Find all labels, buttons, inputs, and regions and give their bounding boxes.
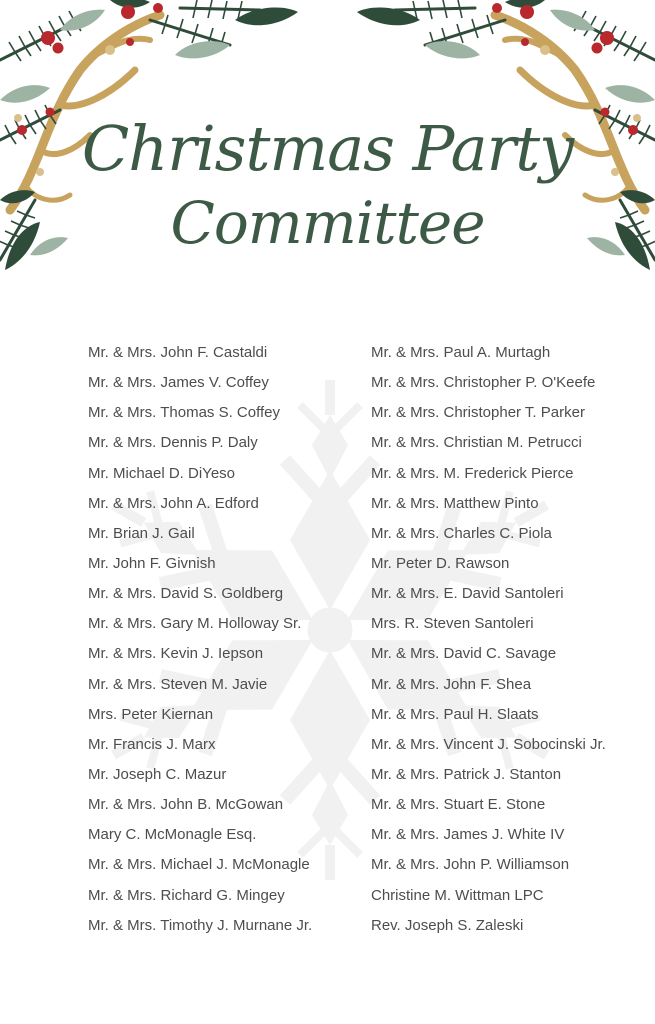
- member-name: Mr. Peter D. Rawson: [371, 554, 510, 572]
- member-name: Rev. Joseph S. Zaleski: [371, 916, 524, 934]
- member-name: Mr. Joseph C. Mazur: [88, 765, 227, 783]
- member-name: Mr. & Mrs. Christopher P. O'Keefe: [371, 374, 596, 392]
- member-name: Mr. & Mrs. Christian M. Petrucci: [371, 434, 582, 452]
- member-name: Mrs. Peter Kiernan: [88, 705, 214, 723]
- member-name: Mr. & Mrs. John B. McGowan: [88, 796, 284, 814]
- member-name: Mr. Brian J. Gail: [88, 524, 195, 542]
- member-name: Mr. & Mrs. Christopher T. Parker: [371, 404, 585, 422]
- member-name: Mr. & Mrs. Patrick J. Stanton: [371, 765, 562, 783]
- title-line-2: Committee: [170, 189, 485, 257]
- member-name: Mr. & Mrs. John F. Shea: [371, 675, 532, 693]
- title-line-1: Christmas Party: [81, 112, 574, 185]
- member-name: Mr. & Mrs. Thomas S. Coffey: [88, 404, 280, 422]
- member-name: Mr. & Mrs. Charles C. Piola: [371, 524, 552, 542]
- member-name: Mr. & Mrs. Michael J. McMonagle: [88, 856, 310, 874]
- member-list-right: [371, 342, 606, 945]
- member-name: Mr. John F. Givnish: [88, 554, 216, 572]
- member-name: Mr. & Mrs. E. David Santoleri: [371, 585, 564, 603]
- member-name: Mr. & Mrs. James J. White IV: [371, 826, 565, 844]
- member-name: Mr. & Mrs. Timothy J. Murnane Jr.: [88, 916, 313, 934]
- member-list-left: [88, 342, 312, 945]
- member-name: Mrs. R. Steven Santoleri: [371, 615, 534, 633]
- page-title: [0, 112, 655, 257]
- member-name: Mr. & Mrs. Richard G. Mingey: [88, 886, 285, 904]
- member-name: Mr. & Mrs. John A. Edford: [88, 494, 259, 512]
- member-name: Mr. & Mrs. M. Frederick Pierce: [371, 464, 574, 482]
- member-name: Mr. & Mrs. Paul A. Murtagh: [371, 344, 551, 361]
- member-name: Mr. & Mrs. David S. Goldberg: [88, 585, 284, 603]
- member-name: Mr. Michael D. DiYeso: [88, 464, 235, 482]
- member-name: Mr. & Mrs. Kevin J. Iepson: [88, 645, 264, 663]
- member-name: Mr. & Mrs. James V. Coffey: [88, 374, 269, 392]
- member-name: Mr. & Mrs. Paul H. Slaats: [371, 705, 539, 723]
- member-name: Mary C. McMonagle Esq.: [88, 826, 257, 844]
- member-name: Mr. & Mrs. Gary M. Holloway Sr.: [88, 615, 302, 633]
- member-name: Mr. & Mrs. Steven M. Javie: [88, 675, 268, 693]
- member-name: Mr. & Mrs. Stuart E. Stone: [371, 796, 546, 814]
- member-name: Mr. & Mrs. Matthew Pinto: [371, 494, 539, 512]
- member-name: Mr. & Mrs. John F. Castaldi: [88, 344, 268, 361]
- member-name: Mr. & Mrs. Vincent J. Sobocinski Jr.: [371, 735, 606, 753]
- member-name: Mr. & Mrs. Dennis P. Daly: [88, 434, 258, 452]
- member-name: Mr. Francis J. Marx: [88, 735, 216, 753]
- member-name: Mr. & Mrs. John P. Williamson: [371, 856, 570, 874]
- member-name: Mr. & Mrs. David C. Savage: [371, 645, 557, 663]
- member-name: Christine M. Wittman LPC: [371, 886, 544, 904]
